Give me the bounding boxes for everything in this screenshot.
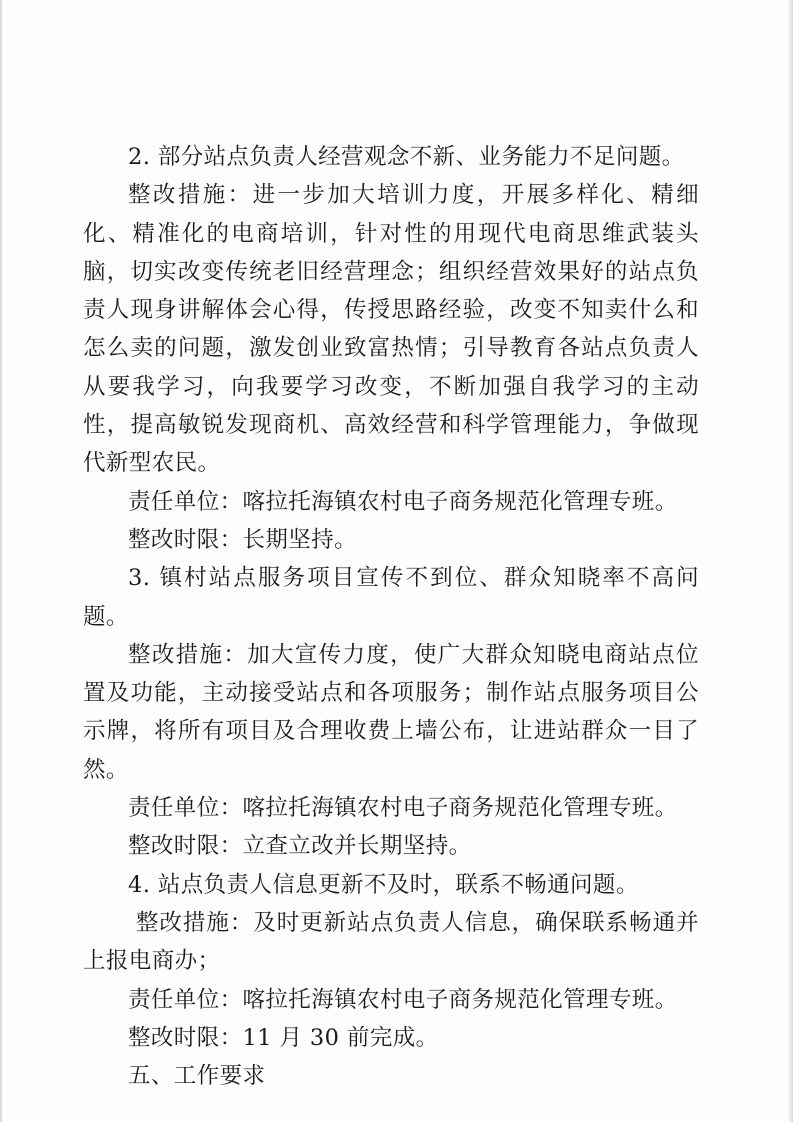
- item-4-heading: 4. 站点负责人信息更新不及时，联系不畅通问题。: [128, 871, 639, 898]
- scan-edge-right: [788, 0, 793, 1122]
- item-2-measures: 整改措施：进一步加大培训力度，开展多样化、精细化、精准化的电商培训，针对性的用现代电商思维武装头脑，切实改变传统老旧经营理念；组织经营效果好的站点负责人现身讲解体会心得，传授思路经验，改变不知卖什么和怎么卖的问题，激发创业致富热情；引导教育各站点负责人从要我学习，向我要学习改变，不断加强自我学习的主动性，提高敏锐发现商机、高效经营和科学管理能力，争做现代新型农民。: [83, 182, 699, 477]
- document-body: [83, 138, 699, 1095]
- section-5-heading: 五、工作要求: [128, 1063, 266, 1090]
- item-3-measures: 整改措施：加大宣传力度，使广大群众知晓电商站点位置及功能，主动接受站点和各项服务；制作站点服务项目公示牌，将所有项目及合理收费上墙公布，让进站群众一目了然。: [83, 641, 699, 783]
- item-3-responsible-unit: 责任单位：喀拉托海镇农村电子商务规范化管理专班。: [128, 795, 678, 822]
- item-2-responsible-unit: 责任单位：喀拉托海镇农村电子商务规范化管理专班。: [128, 488, 678, 515]
- item-2-heading: 2. 部分站点负责人经营观念不新、业务能力不足问题。: [128, 144, 685, 170]
- item-2-deadline: 整改时限：长期坚持。: [128, 526, 358, 553]
- scan-edge-left: [0, 0, 3, 1122]
- item-4-responsible-unit: 责任单位：喀拉托海镇农村电子商务规范化管理专班。: [128, 986, 678, 1013]
- item-4-deadline: 整改时限：11 月 30 前完成。: [128, 1024, 439, 1051]
- item-4-measures: 整改措施：及时更新站点负责人信息，确保联系畅通并上报电商办；: [83, 909, 699, 975]
- item-3-deadline: 整改时限：立查立改并长期坚持。: [128, 833, 472, 860]
- item-3-heading: 3. 镇村站点服务项目宣传不到位、群众知晓率不高问题。: [83, 565, 699, 630]
